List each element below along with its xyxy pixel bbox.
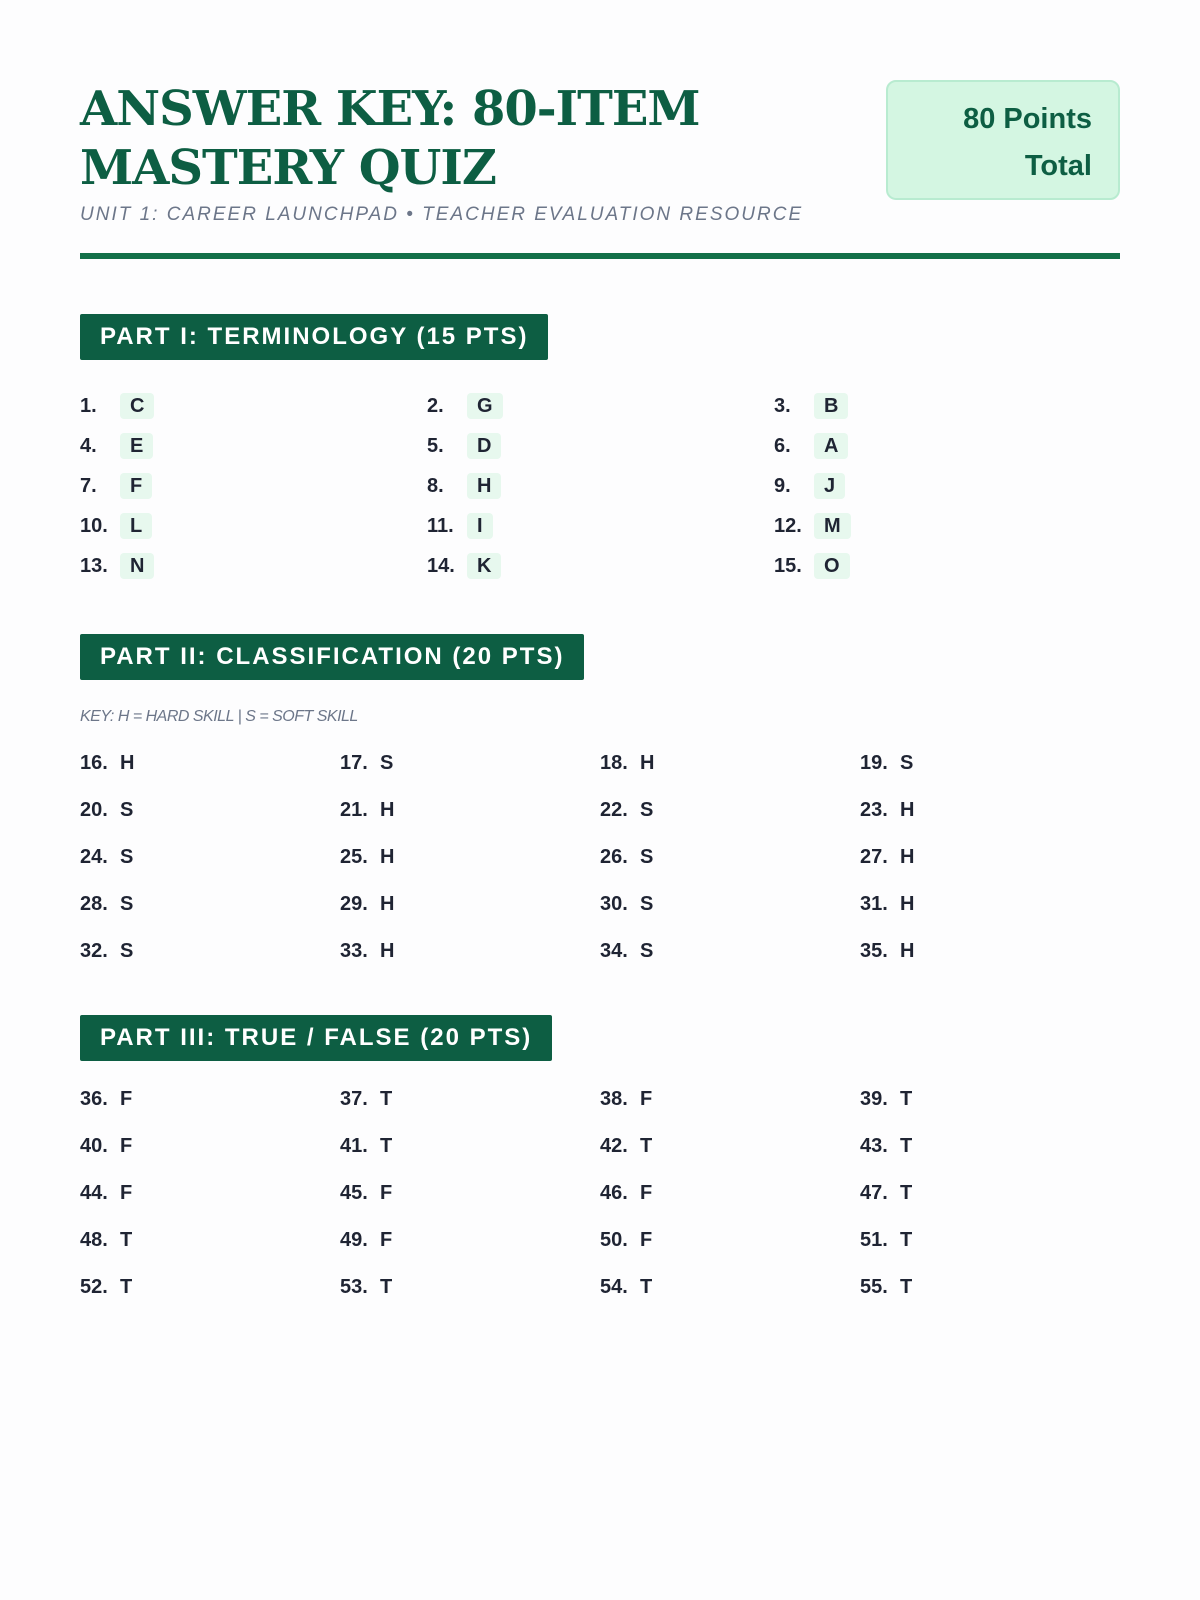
answer-item <box>80 881 340 928</box>
answer-value: J <box>814 473 845 499</box>
question-number: 33. <box>340 940 368 962</box>
answer-value: T <box>380 1276 393 1298</box>
question-number: 5. <box>427 434 444 457</box>
question-number: 54. <box>600 1276 628 1298</box>
question-number: 46. <box>600 1182 628 1204</box>
answer-value: F <box>640 1182 653 1204</box>
question-number: 38. <box>600 1088 628 1110</box>
answer-value: F <box>640 1088 653 1110</box>
question-number: 48. <box>80 1229 108 1251</box>
part-3-section <box>80 1015 1120 1311</box>
answer-item <box>80 1123 340 1170</box>
answer-item <box>340 1217 600 1264</box>
answer-item <box>80 546 427 586</box>
answer-item <box>860 1123 1120 1170</box>
page-subtitle: UNIT 1: CAREER LAUNCHPAD • TEACHER EVALUATION RESOURCE <box>80 204 804 225</box>
answer-item <box>80 740 340 787</box>
answer-item <box>80 928 340 975</box>
answer-value: H <box>900 799 915 821</box>
answer-item <box>774 546 1120 586</box>
answer-item <box>860 834 1120 881</box>
answer-item <box>860 787 1120 834</box>
answer-item <box>600 1217 860 1264</box>
answer-item <box>340 1170 600 1217</box>
question-number: 17. <box>340 752 368 774</box>
answer-item <box>860 740 1120 787</box>
answer-value: F <box>120 1182 133 1204</box>
question-number: 49. <box>340 1229 368 1251</box>
question-number: 52. <box>80 1276 108 1298</box>
answer-value: S <box>640 846 654 868</box>
question-number: 20. <box>80 799 108 821</box>
answer-item <box>774 426 1120 466</box>
part-1-section <box>80 314 1120 586</box>
answer-item <box>340 834 600 881</box>
answer-value: T <box>640 1135 653 1157</box>
answer-item <box>600 834 860 881</box>
answer-value: F <box>120 1135 133 1157</box>
question-number: 19. <box>860 752 888 774</box>
question-number: 16. <box>80 752 108 774</box>
part-3-heading: PART III: TRUE / FALSE (20 PTS) <box>80 1015 552 1061</box>
points-total-badge: 80 Points Total <box>886 80 1120 200</box>
question-number: 29. <box>340 893 368 915</box>
answer-value: O <box>814 553 850 579</box>
answer-item <box>774 466 1120 506</box>
question-number: 44. <box>80 1182 108 1204</box>
question-number: 28. <box>80 893 108 915</box>
answer-item <box>80 1217 340 1264</box>
answer-value: F <box>380 1229 393 1251</box>
answer-item <box>340 1076 600 1123</box>
question-number: 1. <box>80 394 97 417</box>
answer-item <box>80 1170 340 1217</box>
answer-item <box>860 1217 1120 1264</box>
answer-value: S <box>640 893 654 915</box>
answer-value: N <box>120 553 154 579</box>
question-number: 34. <box>600 940 628 962</box>
answer-item <box>860 928 1120 975</box>
part-2-section <box>80 634 1120 975</box>
question-number: 53. <box>340 1276 368 1298</box>
answer-item <box>340 881 600 928</box>
answer-item <box>600 1123 860 1170</box>
question-number: 23. <box>860 799 888 821</box>
answer-value: S <box>120 940 134 962</box>
answer-value: T <box>380 1088 393 1110</box>
answer-value: H <box>900 846 915 868</box>
answer-item <box>774 386 1120 426</box>
answer-item <box>427 546 774 586</box>
answer-value: H <box>380 940 395 962</box>
answer-item <box>600 787 860 834</box>
question-number: 47. <box>860 1182 888 1204</box>
answer-value: T <box>900 1229 913 1251</box>
question-number: 22. <box>600 799 628 821</box>
answer-value: T <box>900 1276 913 1298</box>
question-number: 39. <box>860 1088 888 1110</box>
answer-item <box>340 740 600 787</box>
answer-value: F <box>640 1229 653 1251</box>
question-number: 25. <box>340 846 368 868</box>
part-1-answers <box>80 386 1120 586</box>
question-number: 9. <box>774 474 791 497</box>
question-number: 8. <box>427 474 444 497</box>
answer-value: H <box>380 799 395 821</box>
answer-value: F <box>120 1088 133 1110</box>
answer-value: T <box>900 1088 913 1110</box>
answer-value: T <box>120 1276 133 1298</box>
answer-value: S <box>380 752 394 774</box>
question-number: 41. <box>340 1135 368 1157</box>
answer-item <box>80 386 427 426</box>
answer-value: B <box>814 393 848 419</box>
page-title: ANSWER KEY: 80-ITEM MASTERY QUIZ <box>80 81 700 196</box>
question-number: 27. <box>860 846 888 868</box>
question-number: 2. <box>427 394 444 417</box>
answer-item <box>427 466 774 506</box>
question-number: 31. <box>860 893 888 915</box>
answer-key-page <box>80 80 1120 1311</box>
question-number: 43. <box>860 1135 888 1157</box>
question-number: 12. <box>774 514 802 537</box>
part-1-heading: PART I: TERMINOLOGY (15 PTS) <box>80 314 548 360</box>
answer-item <box>860 1170 1120 1217</box>
answer-value: S <box>900 752 914 774</box>
answer-value: E <box>120 433 153 459</box>
part-2-heading: PART II: CLASSIFICATION (20 PTS) <box>80 634 584 680</box>
question-number: 32. <box>80 940 108 962</box>
answer-item <box>600 740 860 787</box>
answer-item <box>860 1264 1120 1311</box>
answer-value: H <box>900 940 915 962</box>
answer-item <box>80 834 340 881</box>
question-number: 42. <box>600 1135 628 1157</box>
answer-item <box>427 386 774 426</box>
answer-value: T <box>640 1276 653 1298</box>
answer-item <box>600 1076 860 1123</box>
answer-value: S <box>640 799 654 821</box>
question-number: 11. <box>427 514 454 537</box>
answer-value: H <box>900 893 915 915</box>
question-number: 3. <box>774 394 791 417</box>
answer-item <box>600 1170 860 1217</box>
answer-value: H <box>640 752 655 774</box>
answer-item <box>340 1264 600 1311</box>
answer-value: C <box>120 393 154 419</box>
answer-item <box>427 506 774 546</box>
page-header <box>80 80 1120 260</box>
answer-value: H <box>120 752 135 774</box>
question-number: 40. <box>80 1135 108 1157</box>
answer-item <box>80 1076 340 1123</box>
classification-key: KEY: H = HARD SKILL | S = SOFT SKILL <box>80 708 358 725</box>
question-number: 13. <box>80 554 108 577</box>
answer-value: T <box>120 1229 133 1251</box>
question-number: 24. <box>80 846 108 868</box>
answer-value: S <box>120 893 134 915</box>
question-number: 51. <box>860 1229 888 1251</box>
answer-value: H <box>380 893 395 915</box>
question-number: 50. <box>600 1229 628 1251</box>
question-number: 6. <box>774 434 791 457</box>
question-number: 26. <box>600 846 628 868</box>
answer-value: D <box>467 433 501 459</box>
answer-item <box>600 1264 860 1311</box>
answer-value: L <box>120 513 152 539</box>
answer-value: S <box>120 799 134 821</box>
answer-value: S <box>120 846 134 868</box>
question-number: 7. <box>80 474 97 497</box>
answer-item <box>80 426 427 466</box>
question-number: 21. <box>340 799 368 821</box>
question-number: 18. <box>600 752 628 774</box>
answer-item <box>600 928 860 975</box>
answer-item <box>600 881 860 928</box>
answer-item <box>340 928 600 975</box>
question-number: 35. <box>860 940 888 962</box>
answer-item <box>80 1264 340 1311</box>
part-3-answers <box>80 1076 1120 1311</box>
answer-value: T <box>900 1182 913 1204</box>
answer-value: S <box>640 940 654 962</box>
answer-item <box>774 506 1120 546</box>
question-number: 30. <box>600 893 628 915</box>
question-number: 55. <box>860 1276 888 1298</box>
answer-item <box>80 787 340 834</box>
answer-value: F <box>120 473 152 499</box>
answer-value: M <box>814 513 851 539</box>
answer-item <box>340 1123 600 1170</box>
question-number: 10. <box>80 514 108 537</box>
question-number: 45. <box>340 1182 368 1204</box>
question-number: 4. <box>80 434 97 457</box>
question-number: 37. <box>340 1088 368 1110</box>
answer-value: A <box>814 433 848 459</box>
question-number: 14. <box>427 554 455 577</box>
answer-value: F <box>380 1182 393 1204</box>
answer-value: H <box>467 473 501 499</box>
header-divider <box>80 253 1120 259</box>
part-2-answers <box>80 740 1120 975</box>
answer-value: G <box>467 393 503 419</box>
answer-value: H <box>380 846 395 868</box>
question-number: 36. <box>80 1088 108 1110</box>
answer-item <box>340 787 600 834</box>
answer-item <box>860 881 1120 928</box>
answer-value: T <box>380 1135 393 1157</box>
question-number: 15. <box>774 554 802 577</box>
answer-item <box>80 506 427 546</box>
answer-value: K <box>467 553 501 579</box>
answer-item <box>860 1076 1120 1123</box>
answer-item <box>427 426 774 466</box>
answer-item <box>80 466 427 506</box>
answer-value: I <box>467 513 493 539</box>
answer-value: T <box>900 1135 913 1157</box>
